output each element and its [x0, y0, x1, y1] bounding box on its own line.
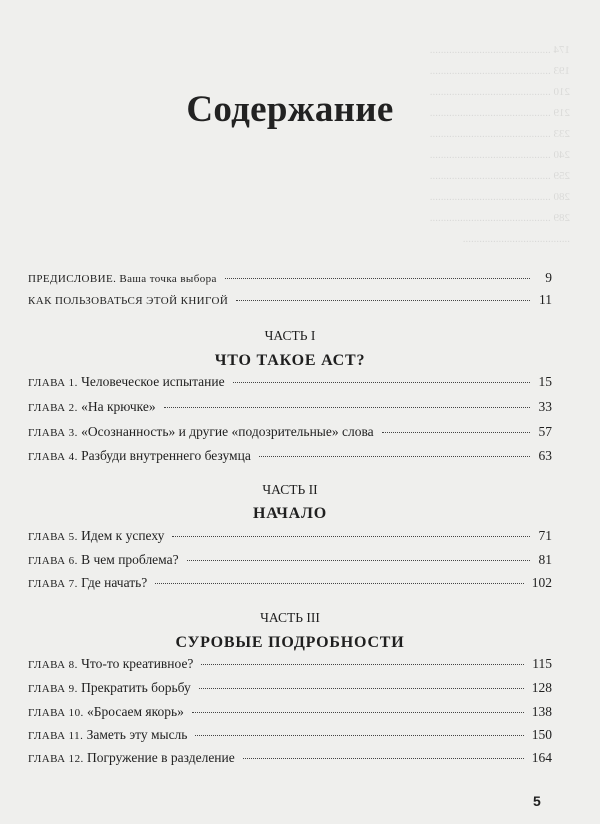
- chapter-prefix: ГЛАВА 2.: [28, 402, 78, 414]
- chapter-title: Разбуди внутреннего безумца: [81, 448, 251, 463]
- dot-leader: [192, 712, 524, 713]
- dot-leader: [195, 735, 523, 736]
- chapter-title: В чем проблема?: [81, 552, 179, 567]
- page-number: 15: [538, 374, 552, 389]
- toc-entry-chapter-5[interactable]: [28, 528, 552, 550]
- dot-leader: [233, 382, 530, 383]
- page-folio: 5: [533, 793, 541, 809]
- part-1-label: ЧАСТЬ I: [264, 328, 316, 343]
- chapter-title: Заметь эту мысль: [86, 727, 188, 742]
- chapter-title: «Бросаем якорь»: [87, 704, 184, 719]
- part-3-label: ЧАСТЬ III: [260, 610, 320, 625]
- dot-leader: [164, 407, 530, 408]
- page-number: 164: [531, 750, 552, 765]
- dot-leader: [155, 583, 523, 584]
- page-number: 115: [532, 656, 552, 671]
- chapter-prefix: ГЛАВА 9.: [28, 683, 78, 695]
- toc-entry-chapter-11[interactable]: [28, 727, 552, 749]
- chapter-title: Прекратить борьбу: [81, 680, 191, 695]
- page-number: 138: [531, 704, 552, 719]
- toc-entry-chapter-10[interactable]: [28, 704, 552, 726]
- toc-entry-chapter-12[interactable]: [28, 750, 552, 772]
- dot-leader: [187, 560, 530, 561]
- reverse-page-bleed-through: 174 ............................................ 193 ............................................ 210 ............................................ 219 ............................................ 233 ............................................ 240 ............................................ 259 ............................................ 280 ............................................ 289 ............................................ .......................................: [429, 44, 570, 245]
- toc-entry-preface[interactable]: [28, 270, 552, 292]
- chapter-title: Где начать?: [81, 575, 148, 590]
- dot-leader: [172, 536, 530, 537]
- toc-entry-chapter-8[interactable]: [28, 656, 552, 678]
- chapter-prefix: ГЛАВА 6.: [28, 555, 78, 567]
- chapter-prefix: ГЛАВА 12.: [28, 753, 84, 765]
- chapter-prefix: ГЛАВА 11.: [28, 730, 84, 742]
- chapter-title: Идем к успеху: [81, 528, 165, 543]
- chapter-prefix: ГЛАВА 1.: [28, 377, 78, 389]
- page-number: 63: [538, 448, 552, 463]
- part-1-title: ЧТО ТАКОЕ АСТ?: [214, 352, 366, 369]
- toc-entry-chapter-4[interactable]: [28, 448, 552, 470]
- page-number: 9: [545, 270, 552, 285]
- dot-leader: [199, 688, 524, 689]
- chapter-prefix: ГЛАВА 8.: [28, 659, 78, 671]
- page-title: Содержание: [186, 89, 394, 130]
- chapter-title: «На крючке»: [81, 399, 156, 414]
- toc-entry-chapter-7[interactable]: [28, 575, 552, 597]
- chapter-title: Погружение в разделение: [87, 750, 235, 765]
- entry-label: ПРЕДИСЛОВИЕ. Ваша точка выбора: [28, 273, 217, 285]
- chapter-title: Что-то креативное?: [81, 656, 194, 671]
- part-2-label: ЧАСТЬ II: [262, 482, 318, 497]
- page-number: 81: [538, 552, 552, 567]
- chapter-prefix: ГЛАВА 4.: [28, 451, 78, 463]
- page-number: 102: [531, 575, 552, 590]
- page-number: 150: [531, 727, 552, 742]
- dot-leader: [382, 432, 530, 433]
- entry-label: КАК ПОЛЬЗОВАТЬСЯ ЭТОЙ КНИГОЙ: [28, 295, 229, 307]
- chapter-prefix: ГЛАВА 7.: [28, 578, 78, 590]
- dot-leader: [243, 758, 524, 759]
- page-number: 57: [538, 424, 552, 439]
- toc-entry-chapter-1[interactable]: [28, 374, 552, 396]
- toc-entry-chapter-6[interactable]: [28, 552, 552, 574]
- page-number: 11: [539, 292, 552, 307]
- part-3-title: СУРОВЫЕ ПОДРОБНОСТИ: [175, 634, 405, 651]
- dot-leader: [236, 300, 530, 301]
- page-number: 128: [531, 680, 552, 695]
- dot-leader: [225, 278, 530, 279]
- toc-entry-how-to-use[interactable]: [28, 292, 552, 314]
- page-number: 33: [538, 399, 552, 414]
- dot-leader: [259, 456, 530, 457]
- part-2-title: НАЧАЛО: [252, 505, 328, 522]
- page-number: 71: [538, 528, 552, 543]
- chapter-title: «Осознанность» и другие «подозрительные» слова: [81, 424, 374, 439]
- chapter-prefix: ГЛАВА 10.: [28, 707, 84, 719]
- toc-entry-chapter-3[interactable]: [28, 424, 552, 446]
- toc-entry-chapter-9[interactable]: [28, 680, 552, 702]
- chapter-prefix: ГЛАВА 5.: [28, 531, 78, 543]
- toc-entry-chapter-2[interactable]: [28, 399, 552, 421]
- chapter-title: Человеческое испытание: [81, 374, 225, 389]
- dot-leader: [201, 664, 524, 665]
- chapter-prefix: ГЛАВА 3.: [28, 427, 78, 439]
